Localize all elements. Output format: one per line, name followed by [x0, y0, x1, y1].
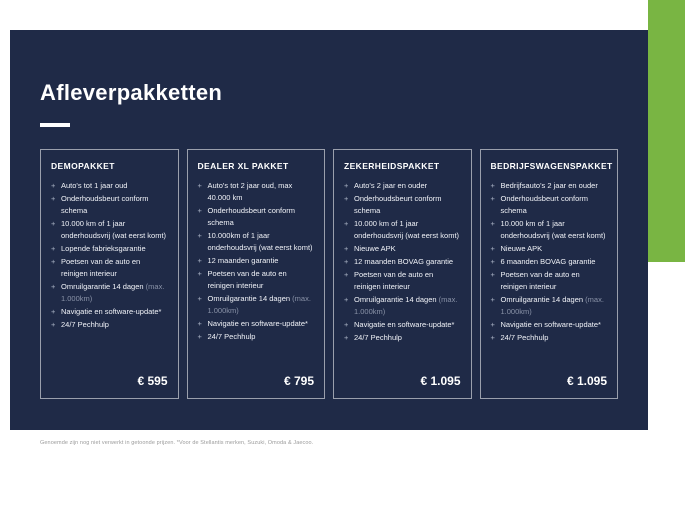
feature-item [344, 218, 461, 242]
feature-item [344, 243, 461, 255]
plus-icon: + [197, 231, 202, 240]
plus-icon: + [197, 294, 202, 303]
feature-text: 10.000 km of 1 jaar onderhoudsvrij (wat eerst komt) [500, 219, 606, 240]
feature-text: Navigatie en software-update* [500, 320, 601, 329]
feature-item [344, 332, 461, 344]
plus-icon: + [51, 181, 56, 190]
feature-item [491, 294, 608, 318]
feature-item [51, 306, 168, 318]
feature-text: Auto's tot 1 jaar oud [61, 181, 128, 190]
package-price: € 1.095 [420, 374, 461, 388]
feature-note: (max. 1.000km) [500, 295, 604, 316]
package-feature-list [344, 180, 461, 345]
feature-item [344, 269, 461, 293]
feature-text: Poetsen van de auto en reinigen interieur [354, 270, 434, 291]
package-price: € 795 [283, 374, 314, 388]
plus-icon: + [490, 244, 495, 253]
plus-icon: + [51, 307, 56, 316]
feature-item [51, 243, 168, 255]
package-title: DEMOPAKKET [51, 161, 115, 171]
footnote-text: Genoemde zijn nog niet verwerkt in getoonde prijzen. *Voor de Stellantis merken, Suzuki, Omoda & Jaecoo. [40, 440, 314, 446]
plus-icon: + [490, 194, 495, 203]
plus-icon: + [197, 332, 202, 341]
feature-text: Poetsen van de auto en reinigen interieur [500, 270, 580, 291]
package-title: ZEKERHEIDSPAKKET [344, 161, 440, 171]
plus-icon: + [51, 194, 56, 203]
feature-item [198, 180, 315, 204]
page-title: Afleverpakketten [40, 80, 223, 105]
cards-row [40, 149, 618, 399]
feature-item [51, 319, 168, 331]
plus-icon: + [51, 219, 56, 228]
feature-text: 24/7 Pechhulp [207, 332, 256, 341]
feature-text: Onderhoudsbeurt conform schema [207, 206, 296, 227]
feature-item [491, 269, 608, 293]
plus-icon: + [490, 181, 495, 190]
feature-text: Lopende fabrieksgarantie [61, 244, 146, 253]
title-underline-accent [40, 123, 70, 127]
feature-item [198, 293, 315, 317]
feature-item [491, 332, 608, 344]
feature-item [491, 256, 608, 268]
package-card [187, 149, 326, 399]
feature-item [198, 230, 315, 254]
feature-text: Onderhoudsbeurt conform schema [354, 194, 442, 215]
plus-icon: + [490, 333, 495, 342]
plus-icon: + [51, 282, 56, 291]
feature-text: Omruilgarantie 14 dagen (max. 1.000km) [354, 295, 458, 316]
plus-icon: + [344, 333, 349, 342]
plus-icon: + [344, 270, 349, 279]
plus-icon: + [197, 319, 202, 328]
feature-text: Navigatie en software-update* [61, 307, 162, 316]
feature-item [491, 180, 608, 192]
plus-icon: + [51, 257, 56, 266]
feature-text: Poetsen van de auto en reinigen interieur [61, 257, 141, 278]
feature-item [491, 243, 608, 255]
plus-icon: + [344, 181, 349, 190]
plus-icon: + [490, 257, 495, 266]
feature-note: (max. 1.000km) [61, 282, 165, 303]
feature-text: Onderhoudsbeurt conform schema [61, 194, 149, 215]
plus-icon: + [344, 194, 349, 203]
package-title: BEDRIJFSWAGENSPAKKET [490, 161, 613, 171]
feature-text: Poetsen van de auto en reinigen interieur [207, 269, 287, 290]
feature-item [198, 255, 315, 267]
package-price: € 1.095 [566, 374, 607, 388]
feature-text: Omruilgarantie 14 dagen (max. 1.000km) [61, 282, 165, 303]
feature-text: 24/7 Pechhulp [500, 333, 549, 342]
feature-text: Auto's tot 2 jaar oud, max 40.000 km [207, 181, 293, 202]
feature-item [344, 319, 461, 331]
package-title: DEALER XL PAKKET [197, 161, 289, 171]
feature-text: Omruilgarantie 14 dagen (max. 1.000km) [207, 294, 311, 315]
package-card [480, 149, 619, 399]
feature-item [198, 318, 315, 330]
feature-text: 10.000 km of 1 jaar onderhoudsvrij (wat eerst komt) [61, 219, 167, 240]
feature-item [198, 268, 315, 292]
plus-icon: + [490, 295, 495, 304]
feature-text: Navigatie en software-update* [207, 319, 308, 328]
feature-text: Nieuwe APK [500, 244, 543, 253]
plus-icon: + [51, 320, 56, 329]
plus-icon: + [344, 295, 349, 304]
feature-item [344, 180, 461, 192]
feature-item [491, 218, 608, 242]
plus-icon: + [197, 181, 202, 190]
package-card [40, 149, 179, 399]
feature-text: 6 maanden BOVAG garantie [500, 257, 596, 266]
feature-text: 12 maanden garantie [207, 256, 279, 265]
feature-text: Omruilgarantie 14 dagen (max. 1.000km) [500, 295, 604, 316]
plus-icon: + [197, 269, 202, 278]
packages-panel [10, 30, 648, 430]
feature-item [51, 193, 168, 217]
feature-item [51, 180, 168, 192]
feature-item [51, 256, 168, 280]
plus-icon: + [490, 219, 495, 228]
feature-text: Nieuwe APK [354, 244, 396, 253]
plus-icon: + [197, 256, 202, 265]
feature-note: (max. 1.000km) [207, 294, 311, 315]
package-price: € 595 [137, 374, 168, 388]
feature-text: 24/7 Pechhulp [61, 320, 109, 329]
feature-text: Navigatie en software-update* [354, 320, 455, 329]
feature-text: Bedrijfsauto's 2 jaar en ouder [500, 181, 598, 190]
feature-item [491, 193, 608, 217]
feature-item [344, 193, 461, 217]
package-feature-list [198, 180, 315, 344]
feature-item [344, 256, 461, 268]
feature-text: 24/7 Pechhulp [354, 333, 402, 342]
package-feature-list [51, 180, 168, 332]
plus-icon: + [490, 270, 495, 279]
feature-text: 12 maanden BOVAG garantie [354, 257, 454, 266]
feature-note: (max. 1.000km) [354, 295, 458, 316]
feature-text: 10.000km of 1 jaar onderhoudsvrij (wat eerst komt) [207, 231, 313, 252]
feature-text: 10.000 km of 1 jaar onderhoudsvrij (wat eerst komt) [354, 219, 460, 240]
feature-item [198, 331, 315, 343]
package-card [333, 149, 472, 399]
plus-icon: + [51, 244, 56, 253]
green-accent-band [648, 0, 685, 262]
feature-text: Auto's 2 jaar en ouder [354, 181, 428, 190]
feature-item [198, 205, 315, 229]
plus-icon: + [344, 257, 349, 266]
feature-item [51, 218, 168, 242]
plus-icon: + [344, 244, 349, 253]
package-feature-list [491, 180, 608, 345]
feature-item [51, 281, 168, 305]
plus-icon: + [344, 320, 349, 329]
plus-icon: + [197, 206, 202, 215]
plus-icon: + [344, 219, 349, 228]
feature-item [344, 294, 461, 318]
feature-text: Onderhoudsbeurt conform schema [500, 194, 589, 215]
plus-icon: + [490, 320, 495, 329]
feature-item [491, 319, 608, 331]
